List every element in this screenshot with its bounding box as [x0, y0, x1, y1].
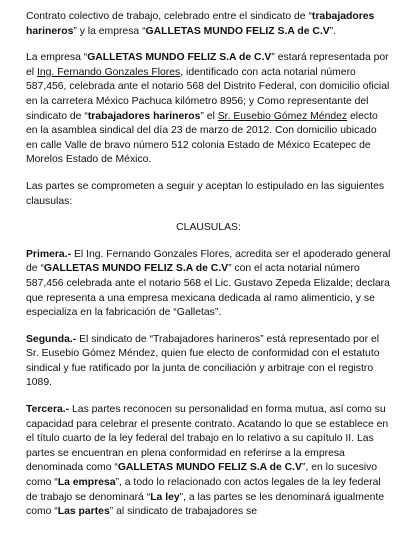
- text-run: El Ing. Fernando Gonzales Flores, acredita ser el apoderado general de “: [26, 248, 391, 275]
- representatives-paragraph: [26, 51, 391, 168]
- union-representative-name: Sr. Eusebio Gómez Méndez: [217, 110, 348, 122]
- clause-first: [26, 248, 391, 321]
- text-run: La empresa “: [26, 52, 88, 64]
- union-name: trabajadores harineros: [87, 110, 201, 122]
- clauses-heading: CLAUSULAS:: [176, 222, 241, 234]
- text-run: ” al sindicato de trabajadores se: [109, 506, 258, 518]
- text-run: ” el: [200, 110, 218, 122]
- text-run: El sindicato de “Trabajadores harineros” está representado por el Sr. Eusebio Gómez Méndez, quien fue electo de conformidad con el estatuto sindical y fue ratificado por la junta de conciliación y arbitraje con el registro 1089.: [26, 333, 380, 389]
- text-run: ” estará representada por el: [26, 52, 389, 78]
- intro-paragraph: [26, 10, 391, 39]
- text-run: , identificado con acta notarial número 587,456, celebrada ante el notario 568 del Distrito Federal, con domicilio oficial en la carretera México Pachuca kilómetro 8956; y Como representante del sindicato de “: [26, 66, 390, 122]
- company-name: GALLETAS MUNDO FELIZ S.A de C.V: [145, 25, 330, 37]
- clause-label: Segunda.-: [26, 333, 77, 345]
- union-name: trabajadores harineros: [26, 11, 375, 37]
- company-name: GALLETAS MUNDO FELIZ S.A de C.V: [43, 263, 229, 275]
- text-run: ” con el acta notarial número 587,456 celebrada ante el notario 568 el Lic. Gustavo Zepeda Elizalde; declara que representa a una empresa mexicana dedicada al ramo alimenticio, y se especializa en la fabricación de “Galletas”.: [26, 263, 390, 319]
- defined-term: La empresa: [57, 477, 116, 489]
- clause-second: [26, 333, 391, 391]
- text-run: electo en la asamblea sindical del día 23 de marzo de 2012. Con domicilio ubicado en calle Valle de bravo número 512 colonia Estado de México Ecatepec de Morelos Estado de México.: [26, 110, 378, 166]
- commitment-paragraph: Las partes se comprometen a seguir y aceptan lo estipulado en las siguientes clausulas:: [26, 180, 385, 207]
- text-run: ”, en lo sucesivo como “: [26, 462, 378, 489]
- text-run: Las partes reconocen su personalidad en forma mutua, así como su capacidad para celebrar el presente contrato. Acatando lo que se establece en el título cuarto de la ley federal del trabajo en lo relativo a su capítulo II. Las partes se encuentran en plena conformidad en referirse a la empresa denominada como “: [26, 404, 389, 474]
- text-run: ”.: [329, 25, 337, 37]
- defined-term: Las partes: [57, 506, 110, 518]
- text-run: ”, a las partes se les denominará igualmente como “: [26, 491, 385, 518]
- company-name: GALLETAS MUNDO FELIZ S.A de C.V: [87, 52, 272, 64]
- text-run: ” y la empresa “: [73, 25, 146, 37]
- clause-third: [26, 403, 391, 520]
- clause-label: Primera.-: [26, 248, 72, 260]
- text-run: Contrato colectivo de trabajo, celebrado entre el sindicato de “: [26, 11, 312, 22]
- company-name: GALLETAS MUNDO FELIZ S.A de C.V: [117, 462, 302, 474]
- defined-term: La ley: [150, 491, 180, 503]
- text-run: ”, a todo lo relacionado con actos legales de la ley federal de trabajo se denominará “: [26, 477, 381, 503]
- company-representative-name: Ing. Fernando Gonzales Flores: [36, 66, 181, 78]
- clause-label: Tercera.-: [26, 404, 70, 416]
